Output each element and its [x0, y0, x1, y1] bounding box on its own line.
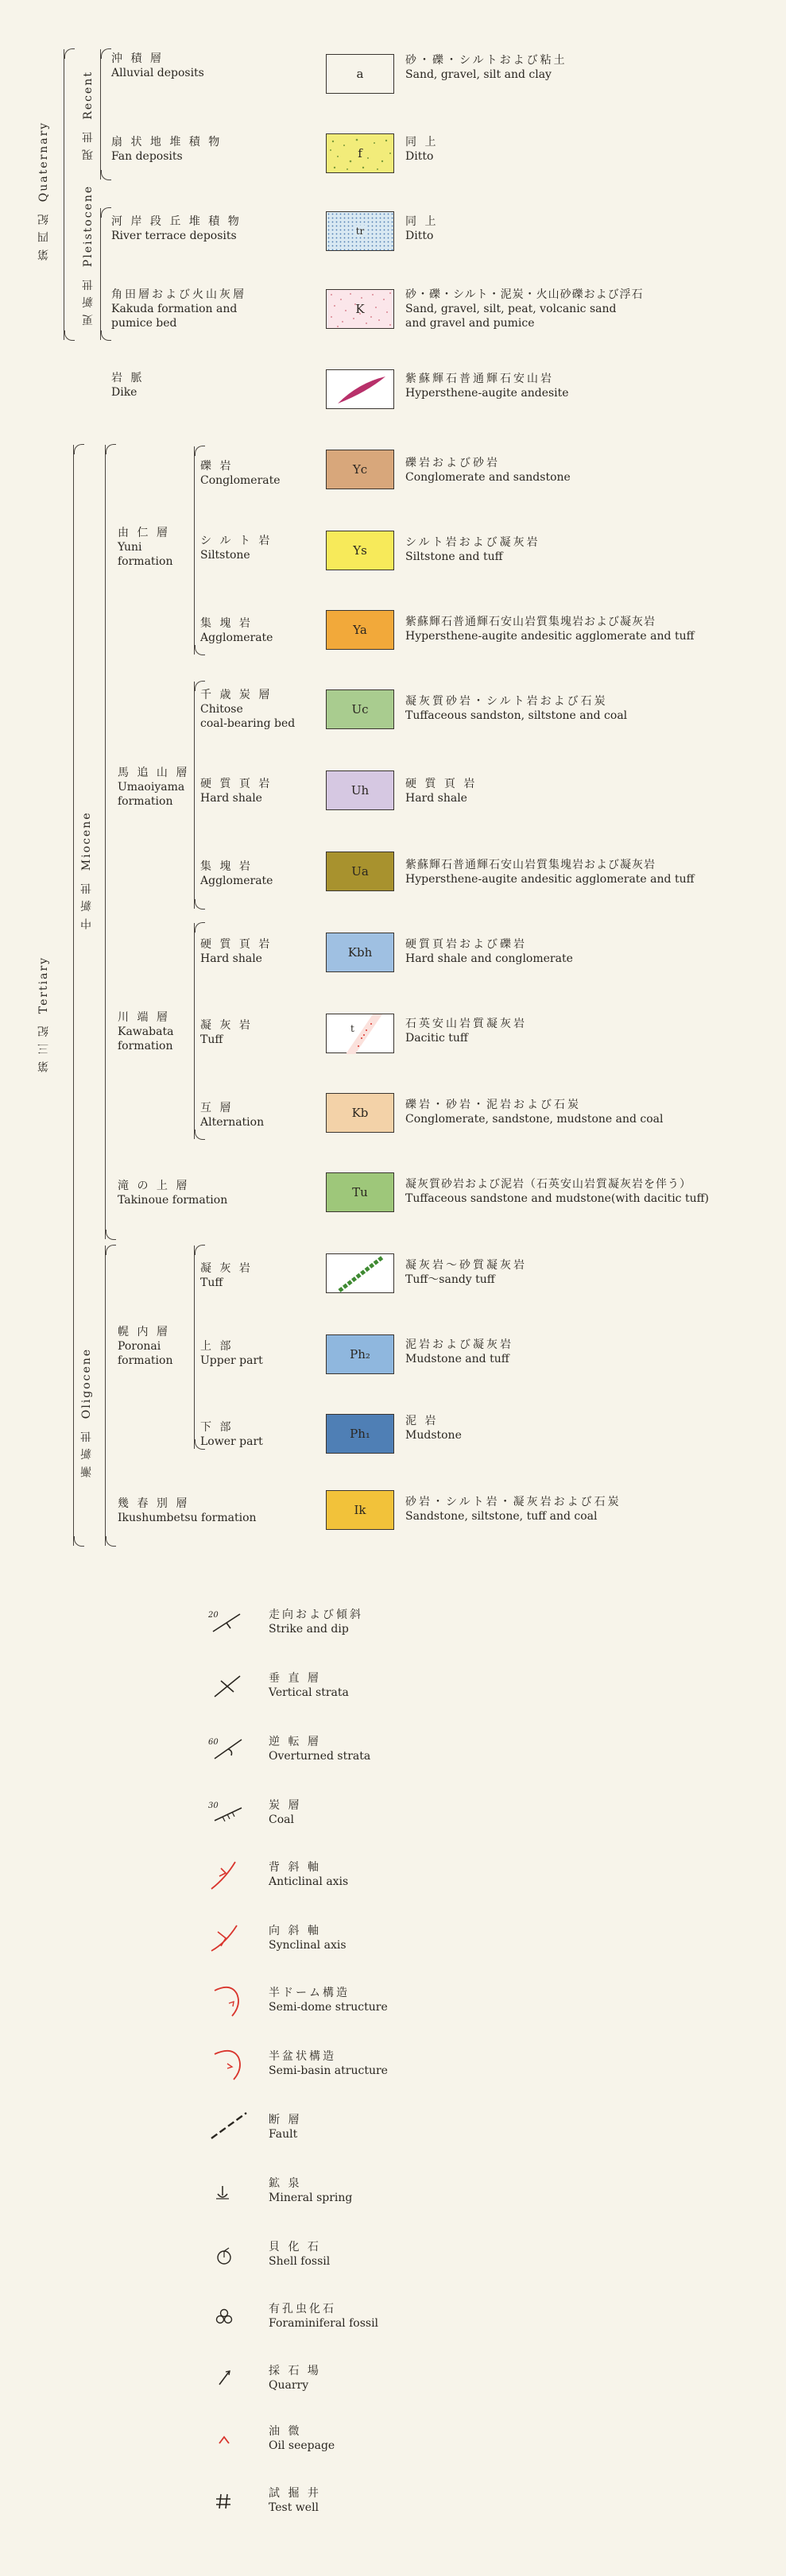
unit-name-ik: 幾 春 別 層 Ikushumbetsu formation [118, 1497, 257, 1524]
unit-swatch-dike [326, 369, 394, 409]
unit-swatch-yc [326, 450, 394, 489]
foraminiferal-fossil-icon [208, 2300, 248, 2332]
unit-desc-kakuda: 砂・礫・シルト・泥炭・火山砂礫および浮石 Sand, gravel, silt, peat, volcanic sand and gravel and pumice [405, 288, 644, 330]
unit-name-poronai-tuff: 凝 灰 岩 Tuff [200, 1262, 253, 1289]
unit-name-kb: 互 層 Alternation [200, 1102, 265, 1129]
unit-code-label: Ya [353, 623, 367, 637]
unit-code-label: Ys [353, 543, 367, 558]
unit-name-ph2: 上 部 Upper part [200, 1340, 263, 1367]
dip-number: 20 [208, 1611, 219, 1620]
dip-number: 30 [208, 1802, 219, 1810]
unit-name-uc: 千 歳 炭 層 Chitose coal-bearing bed [200, 689, 296, 730]
tertiary-bracket [73, 445, 74, 1546]
unit-swatch-k [326, 289, 394, 329]
unit-name-river-terrace: 河 岸 段 丘 堆 積 物 River terrace deposits [111, 215, 242, 242]
unit-code-label: Uh [350, 783, 370, 798]
unit-swatch-kbh [326, 933, 394, 972]
unit-swatch-ya [326, 610, 394, 650]
unit-name-ua: 集 塊 岩 Agglomerate [200, 860, 273, 887]
strike-dip-icon [208, 1606, 248, 1638]
symbol-label-synclinal: 向 斜 軸 Synclinal axis [269, 1925, 347, 1952]
overturned-strata-icon [208, 1732, 248, 1763]
unit-swatch-ua [326, 852, 394, 891]
unit-desc-dike: 紫蘇輝石普通輝石安山岩 Hypersthene-augite andesite [405, 373, 569, 400]
symbol-label-oil-seepage: 油 微 Oil seepage [269, 2425, 335, 2452]
poronai-bracket [194, 1246, 195, 1449]
epoch-miocene-label: 中 新 世 Miocene [80, 811, 93, 929]
unit-code-label: Ph₂ [350, 1347, 370, 1361]
symbol-label-foraminiferal: 有孔虫化石 Foraminiferal fossil [269, 2303, 379, 2330]
unit-code-label: Ua [351, 864, 369, 879]
symbol-label-quarry: 採 石 場 Quarry [269, 2365, 321, 2392]
unit-code-label: Ph₁ [350, 1427, 370, 1441]
semi-basin-icon [208, 2046, 248, 2083]
symbol-label-vertical: 垂 直 層 Vertical strata [269, 1672, 349, 1699]
kawabata-bracket [194, 923, 195, 1139]
fault-icon [208, 2110, 248, 2142]
unit-desc-river-terrace: 同 上 Ditto [405, 215, 439, 242]
formation-yuni: 由 仁 層 Yuni formation [118, 527, 173, 568]
formation-poronai: 幌 内 層 Poronai formation [118, 1326, 173, 1367]
epoch-oligocene-label: 漸 新 世 Oligocene [80, 1347, 93, 1477]
symbol-label-strike-dip: 走向および傾斜 Strike and dip [269, 1609, 363, 1636]
coal-icon [208, 1797, 248, 1829]
unit-swatch-ik [326, 1490, 394, 1530]
formation-umaoiyama: 馬 追 山 層 Umaoiyama formation [118, 767, 190, 808]
unit-desc-ik: 砂岩・シルト岩・凝灰岩および石炭 Sandstone, siltstone, tuff and coal [405, 1496, 621, 1523]
unit-name-fan: 扇 状 地 堆 積 物 Fan deposits [111, 136, 223, 163]
pleistocene-bracket [100, 208, 101, 340]
unit-swatch-uc [326, 689, 394, 729]
tuff-band [327, 1014, 395, 1054]
tuff-code-text: t [350, 1023, 354, 1034]
unit-name-ys: シ ル ト 岩 Siltstone [200, 535, 273, 562]
unit-desc-ua: 紫蘇輝石普通輝石安山岩質集塊岩および凝灰岩 Hypersthene-augite andesitic agglomerate and tuff [405, 859, 695, 886]
unit-desc-ys: シルト岩および凝灰岩 Siltstone and tuff [405, 536, 540, 563]
unit-desc-ya: 紫蘇輝石普通輝石安山岩質集塊岩および凝灰岩 Hypersthene-augite andesitic agglomerate and tuff [405, 616, 695, 643]
test-well-icon [208, 2485, 248, 2516]
unit-name-dike: 岩 脈 Dike [111, 372, 145, 399]
symbol-label-shell-fossil: 貝 化 石 Shell fossil [269, 2241, 331, 2268]
unit-code-label: Uc [351, 702, 369, 716]
unit-desc-yc: 礫岩および砂岩 Conglomerate and sandstone [405, 457, 571, 484]
yuni-bracket [194, 446, 195, 655]
vertical-strata-icon [208, 1670, 248, 1701]
unit-desc-tu: 凝灰質砂岩および泥岩（石英安山岩質凝灰岩を伴う） Tuffaceous sandstone and mudstone(with dacitic tuff) [405, 1178, 710, 1205]
dike-shape [327, 370, 395, 410]
symbol-label-overturned: 逆 転 層 Overturned strata [269, 1736, 371, 1763]
recent-bracket [100, 49, 101, 180]
dip-number: 60 [208, 1738, 219, 1747]
unit-code-label: f [358, 146, 362, 160]
symbol-label-mineral-spring: 鉱 泉 Mineral spring [269, 2177, 353, 2204]
unit-name-ph1: 下 部 Lower part [200, 1421, 263, 1448]
unit-name-ya: 集 塊 岩 Agglomerate [200, 617, 273, 644]
symbol-label-fault: 断 層 Fault [269, 2114, 302, 2141]
unit-code-label: Ik [354, 1503, 366, 1517]
unit-code-label: Kb [351, 1106, 369, 1120]
unit-swatch-kb [326, 1093, 394, 1133]
unit-name-alluvial: 沖 積 層 Alluvial deposits [111, 52, 204, 79]
symbol-label-semi-dome: 半ドーム構造 Semi-dome structure [269, 1987, 388, 2014]
unit-swatch-ph2 [326, 1334, 394, 1374]
unit-desc-alluvial: 砂・礫・シルトおよび粘土 Sand, gravel, silt and clay [405, 54, 567, 81]
symbol-label-semi-basin: 半盆状構造 Semi-basin atructure [269, 2050, 388, 2077]
unit-desc-kawabata-tuff: 石英安山岩質凝灰岩 Dacitic tuff [405, 1018, 527, 1045]
epoch-pleistocene-label: 更 新 世 Pleistocene [82, 184, 95, 326]
unit-swatch-poronai-tuff [326, 1253, 394, 1293]
unit-desc-ph2: 泥岩および凝灰岩 Mudstone and tuff [405, 1338, 513, 1365]
epoch-recent-label: 現 世 Recent [82, 71, 95, 160]
unit-name-yc: 礫 岩 Conglomerate [200, 460, 281, 487]
unit-swatch-t [326, 1014, 394, 1053]
tuff-stripe [327, 1254, 395, 1294]
unit-desc-uc: 凝灰質砂岩・シルト岩および石炭 Tuffaceous sandston, siltstone and coal [405, 695, 628, 722]
unit-swatch-ph1 [326, 1414, 394, 1454]
unit-name-uh: 硬 質 頁 岩 Hard shale [200, 778, 273, 805]
unit-code-label: K [355, 302, 365, 316]
unit-desc-fan: 同 上 Ditto [405, 136, 439, 163]
unit-name-tu: 滝 の 上 層 Takinoue formation [118, 1180, 228, 1207]
unit-desc-poronai-tuff: 凝灰岩～砂質凝灰岩 Tuff～sandy tuff [405, 1259, 527, 1286]
unit-swatch-tr [326, 211, 394, 251]
unit-swatch-ys [326, 531, 394, 570]
period-quaternary-label: 第 四 紀 Quaternary [37, 121, 50, 261]
anticlinal-axis-icon [208, 1859, 248, 1890]
unit-code-label: Kbh [347, 945, 373, 960]
unit-desc-kb: 礫岩・砂岩・泥岩および石炭 Conglomerate, sandstone, mudstone and coal [405, 1099, 664, 1126]
unit-name-kawabata-tuff: 凝 灰 岩 Tuff [200, 1019, 253, 1046]
formation-kawabata: 川 端 層 Kawabata formation [118, 1011, 174, 1052]
unit-code-label: tr [355, 226, 365, 237]
synclinal-axis-icon [208, 1922, 248, 1954]
unit-swatch-uh [326, 770, 394, 810]
unit-code-label: a [356, 67, 364, 81]
unit-desc-uh: 硬 質 頁 岩 Hard shale [405, 778, 478, 805]
shell-fossil-icon [208, 2240, 248, 2272]
unit-name-kbh: 硬 質 頁 岩 Hard shale [200, 938, 273, 965]
symbol-label-anticlinal: 背 斜 軸 Anticlinal axis [269, 1861, 349, 1888]
symbol-label-test-well: 試 掘 井 Test well [269, 2487, 321, 2514]
semi-dome-icon [208, 1983, 248, 2019]
symbol-label-coal: 炭 層 Coal [269, 1799, 302, 1826]
oligocene-bracket [105, 1246, 106, 1546]
quarry-icon [208, 2361, 248, 2393]
miocene-bracket [105, 445, 106, 1239]
unit-desc-ph1: 泥 岩 Mudstone [405, 1415, 462, 1442]
oil-seepage-icon [208, 2423, 248, 2454]
unit-swatch-f [326, 133, 394, 173]
unit-code-label: Tu [352, 1185, 368, 1199]
period-tertiary-label: 第 三 紀 Tertiary [37, 956, 50, 1072]
unit-name-kakuda: 角田層および火山灰層 Kakuda formation and pumice bed [111, 288, 246, 330]
umaoiyama-bracket [194, 682, 195, 909]
unit-swatch-a [326, 54, 394, 94]
unit-code-label: Yc [352, 462, 368, 477]
unit-swatch-tu [326, 1172, 394, 1212]
unit-desc-kbh: 硬質頁岩および礫岩 Hard shale and conglomerate [405, 938, 573, 965]
mineral-spring-icon [208, 2176, 248, 2208]
